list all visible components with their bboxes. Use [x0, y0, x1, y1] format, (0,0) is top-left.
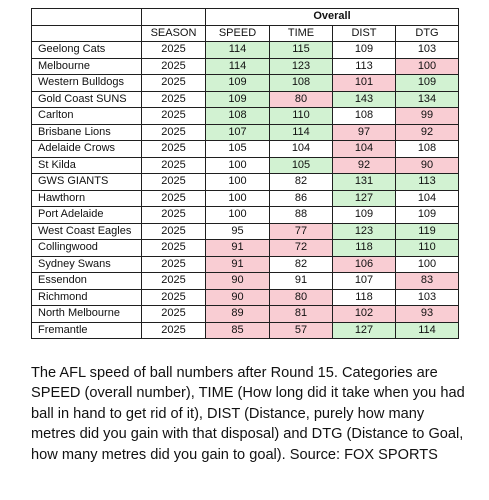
time-cell: 57 [270, 322, 333, 339]
time-cell: 91 [270, 273, 333, 290]
table-row [32, 322, 459, 339]
season-cell: 2025 [142, 108, 206, 125]
table-row [32, 174, 459, 191]
time-cell: 82 [270, 256, 333, 273]
season-cell: 2025 [142, 273, 206, 290]
team-cell: Brisbane Lions [32, 124, 142, 141]
table-row [32, 289, 459, 306]
dist-cell: 127 [333, 190, 396, 207]
dist-cell: 104 [333, 141, 396, 158]
speed-cell: 90 [206, 289, 270, 306]
season-cell: 2025 [142, 256, 206, 273]
dist-cell: 106 [333, 256, 396, 273]
dist-cell: 102 [333, 306, 396, 323]
dist-cell: 92 [333, 157, 396, 174]
speed-cell: 85 [206, 322, 270, 339]
dtg-cell: 108 [396, 141, 459, 158]
dtg-cell: 92 [396, 124, 459, 141]
team-cell: Port Adelaide [32, 207, 142, 224]
season-cell: 2025 [142, 190, 206, 207]
speed-column-header: SPEED [206, 25, 270, 42]
dtg-cell: 103 [396, 289, 459, 306]
season-cell: 2025 [142, 223, 206, 240]
table-row [32, 306, 459, 323]
dist-cell: 131 [333, 174, 396, 191]
dist-cell: 109 [333, 207, 396, 224]
time-cell: 108 [270, 75, 333, 92]
team-cell: Melbourne [32, 58, 142, 75]
speed-cell: 107 [206, 124, 270, 141]
dtg-cell: 113 [396, 174, 459, 191]
stats-table-container [31, 8, 458, 339]
caption-text: The AFL speed of ball numbers after Round 15. Categories are SPEED (overall number), TIME (How long did it take when you had ball in hand to get rid of it), DIST (Distance, purely how many metres did you gain with that disposal) and DTG (Distance to Goal, how many metres did you gain to goal). Source: FOX SPORTS [31, 365, 465, 463]
dist-cell: 118 [333, 240, 396, 257]
dist-cell: 113 [333, 58, 396, 75]
dtg-cell: 114 [396, 322, 459, 339]
season-cell: 2025 [142, 174, 206, 191]
time-cell: 104 [270, 141, 333, 158]
dist-cell: 109 [333, 42, 396, 59]
team-cell: West Coast Eagles [32, 223, 142, 240]
season-cell: 2025 [142, 157, 206, 174]
season-cell: 2025 [142, 42, 206, 59]
dtg-cell: 100 [396, 58, 459, 75]
team-cell: GWS GIANTS [32, 174, 142, 191]
blank-header-cell [142, 9, 206, 26]
time-cell: 80 [270, 289, 333, 306]
season-cell: 2025 [142, 289, 206, 306]
table-row [32, 124, 459, 141]
dtg-cell: 90 [396, 157, 459, 174]
dist-cell: 107 [333, 273, 396, 290]
group-header-row [32, 9, 459, 26]
season-cell: 2025 [142, 207, 206, 224]
dtg-cell: 103 [396, 42, 459, 59]
dist-cell: 127 [333, 322, 396, 339]
time-cell: 72 [270, 240, 333, 257]
table-row [32, 91, 459, 108]
table-row [32, 190, 459, 207]
team-cell: Essendon [32, 273, 142, 290]
time-cell: 80 [270, 91, 333, 108]
dtg-cell: 110 [396, 240, 459, 257]
team-cell: Fremantle [32, 322, 142, 339]
speed-cell: 100 [206, 174, 270, 191]
time-cell: 105 [270, 157, 333, 174]
table-row [32, 256, 459, 273]
season-column-header: SEASON [142, 25, 206, 42]
speed-cell: 114 [206, 58, 270, 75]
table-row [32, 58, 459, 75]
time-cell: 88 [270, 207, 333, 224]
time-cell: 123 [270, 58, 333, 75]
team-cell: Carlton [32, 108, 142, 125]
team-cell: Sydney Swans [32, 256, 142, 273]
dist-cell: 108 [333, 108, 396, 125]
dtg-cell: 109 [396, 207, 459, 224]
dtg-cell: 83 [396, 273, 459, 290]
time-column-header: TIME [270, 25, 333, 42]
season-cell: 2025 [142, 58, 206, 75]
speed-cell: 109 [206, 75, 270, 92]
season-cell: 2025 [142, 141, 206, 158]
table-row [32, 75, 459, 92]
table-row [32, 157, 459, 174]
season-cell: 2025 [142, 75, 206, 92]
table-row [32, 207, 459, 224]
speed-cell: 91 [206, 256, 270, 273]
speed-cell: 109 [206, 91, 270, 108]
season-cell: 2025 [142, 306, 206, 323]
speed-cell: 114 [206, 42, 270, 59]
speed-cell: 100 [206, 207, 270, 224]
dist-cell: 97 [333, 124, 396, 141]
team-cell: St Kilda [32, 157, 142, 174]
team-cell: Adelaide Crows [32, 141, 142, 158]
dtg-cell: 109 [396, 75, 459, 92]
dtg-cell: 134 [396, 91, 459, 108]
season-cell: 2025 [142, 124, 206, 141]
dtg-cell: 99 [396, 108, 459, 125]
time-cell: 81 [270, 306, 333, 323]
table-row [32, 273, 459, 290]
time-cell: 77 [270, 223, 333, 240]
team-column-header [32, 25, 142, 42]
team-cell: Gold Coast SUNS [32, 91, 142, 108]
speed-cell: 91 [206, 240, 270, 257]
time-cell: 114 [270, 124, 333, 141]
time-cell: 82 [270, 174, 333, 191]
dtg-cell: 93 [396, 306, 459, 323]
speed-cell: 108 [206, 108, 270, 125]
dtg-cell: 119 [396, 223, 459, 240]
team-cell: Geelong Cats [32, 42, 142, 59]
afl-speed-table [31, 8, 459, 339]
table-row [32, 141, 459, 158]
team-cell: North Melbourne [32, 306, 142, 323]
team-cell: Richmond [32, 289, 142, 306]
dist-cell: 123 [333, 223, 396, 240]
column-header-row [32, 25, 459, 42]
dtg-cell: 104 [396, 190, 459, 207]
speed-cell: 90 [206, 273, 270, 290]
table-row [32, 223, 459, 240]
dtg-cell: 100 [396, 256, 459, 273]
dist-cell: 118 [333, 289, 396, 306]
dist-column-header: DIST [333, 25, 396, 42]
time-cell: 86 [270, 190, 333, 207]
table-body [32, 42, 459, 339]
dist-cell: 101 [333, 75, 396, 92]
table-row [32, 240, 459, 257]
team-cell: Collingwood [32, 240, 142, 257]
dist-cell: 143 [333, 91, 396, 108]
season-cell: 2025 [142, 322, 206, 339]
speed-cell: 105 [206, 141, 270, 158]
speed-cell: 95 [206, 223, 270, 240]
team-cell: Western Bulldogs [32, 75, 142, 92]
table-row [32, 108, 459, 125]
table-row [32, 42, 459, 59]
season-cell: 2025 [142, 91, 206, 108]
time-cell: 110 [270, 108, 333, 125]
season-cell: 2025 [142, 240, 206, 257]
speed-cell: 89 [206, 306, 270, 323]
team-cell: Hawthorn [32, 190, 142, 207]
overall-group-header: Overall [206, 9, 459, 26]
time-cell: 115 [270, 42, 333, 59]
dtg-column-header: DTG [396, 25, 459, 42]
speed-cell: 100 [206, 157, 270, 174]
speed-cell: 100 [206, 190, 270, 207]
blank-header-cell [32, 9, 142, 26]
